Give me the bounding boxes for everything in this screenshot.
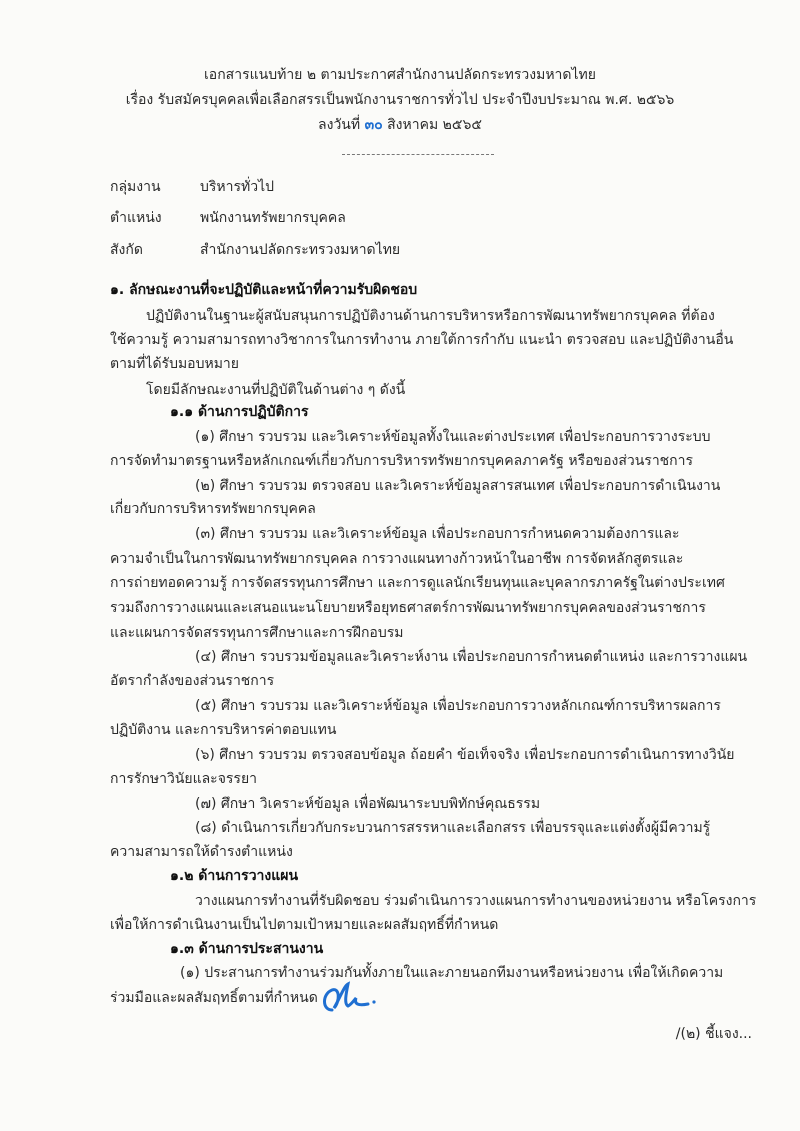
- field-label: สังกัด: [110, 242, 143, 258]
- body-line: ร่วมมือและผลสัมฤทธิ์ตามที่กำหนด: [110, 990, 318, 1006]
- body-line: (๗) ศึกษา วิเคราะห์ข้อมูล เพื่อพัฒนาระบบพิทักษ์คุณธรรม: [195, 796, 541, 812]
- body-line: (๑) ประสานการทำงานร่วมกันทั้งภายในและภายนอกทีมงานหรือหน่วยงาน เพื่อให้เกิดความ: [180, 965, 724, 981]
- field-value: บริหารทั่วไป: [200, 179, 275, 195]
- field-value: พนักงานทรัพยากรบุคคล: [200, 210, 346, 226]
- body-line: (๒) ศึกษา รวบรวม ตรวจสอบ และวิเคราะห์ข้อมูลสารสนเทศ เพื่อประกอบการดำเนินงาน: [195, 478, 721, 494]
- body-line: วางแผนการทำงานที่รับผิดชอบ ร่วมดำเนินการวางแผนการทำงานของหน่วยงาน หรือโครงการ: [195, 893, 757, 909]
- body-line: ตามที่ได้รับมอบหมาย: [110, 356, 239, 372]
- body-line: ปฏิบัติงานในฐานะผู้สนับสนุนการปฏิบัติงานด้านการบริหารหรือการพัฒนาทรัพยากรบุคคล ที่ต้อง: [146, 308, 715, 324]
- body-line: อัตรากำลังของส่วนราชการ: [110, 673, 275, 689]
- header-line-1: เอกสารแนบท้าย ๒ ตามประกาศสำนักงานปลัดกระทรวงมหาดไทย: [204, 67, 596, 83]
- body-line: ปฏิบัติงาน และการบริหารค่าตอบแทน: [110, 722, 337, 738]
- header-date: [0, 115, 800, 135]
- subsection-heading: ๑.๓ ด้านการประสานงาน: [170, 941, 324, 957]
- body-line: รวมถึงการวางแผนและเสนอแนะนโยบายหรือยุทธศาสตร์การพัฒนาทรัพยากรบุคคลของส่วนราชการ: [110, 600, 706, 616]
- body-line: (๔) ศึกษา รวบรวมข้อมูลและวิเคราะห์งาน เพื่อประกอบการกำหนดตำแหน่ง และการวางแผน: [195, 649, 748, 665]
- section-heading: ๑. ลักษณะงานที่จะปฏิบัติและหน้าที่ความรับผิดชอบ: [110, 282, 418, 298]
- field-value: สำนักงานปลัดกระทรวงมหาดไทย: [200, 242, 401, 258]
- body-line: ความจำเป็นในการพัฒนาทรัพยากรบุคคล การวางแผนทางก้าวหน้าในอาชีพ การจัดหลักสูตรและ: [110, 551, 684, 567]
- subsection-heading: ๑.๒ ด้านการวางแผน: [170, 868, 299, 884]
- date-day: ๓๐: [364, 117, 383, 133]
- body-line: (๓) ศึกษา รวบรวม และวิเคราะห์ข้อมูล เพื่อประกอบการกำหนดความต้องการและ: [195, 526, 680, 542]
- date-prefix: ลงวันที่: [318, 117, 361, 133]
- body-line: และแผนการจัดสรรทุนการศึกษาและการฝึกอบรม: [110, 625, 404, 641]
- body-line: (๘) ดำเนินการเกี่ยวกับกระบวนการสรรหาและเลือกสรร เพื่อบรรจุและแต่งตั้งผู้มีความรู้: [195, 820, 711, 836]
- body-line: (๖) ศึกษา รวบรวม ตรวจสอบข้อมูล ถ้อยคำ ข้อเท็จจริง เพื่อประกอบการดำเนินการทางวินัย: [195, 747, 735, 763]
- header-line-2: เรื่อง รับสมัครบุคคลเพื่อเลือกสรรเป็นพนักงานราชการทั่วไป ประจำปีงบประมาณ พ.ศ. ๒๕๖๖: [125, 92, 675, 108]
- subsection-heading: ๑.๑ ด้านการปฏิบัติการ: [170, 404, 309, 420]
- body-line: การรักษาวินัยและจรรยา: [110, 771, 258, 787]
- date-rest: สิงหาคม ๒๕๖๕: [387, 117, 482, 133]
- field-label: กลุ่มงาน: [110, 179, 161, 195]
- body-line: การถ่ายทอดความรู้ การจัดสรรทุนการศึกษา และการดูแลนักเรียนทุนและบุคลากรภาครัฐในต่างประเทศ: [110, 575, 725, 591]
- body-line: ใช้ความรู้ ความสามารถทางวิชาการในการทำงาน ภายใต้การกำกับ แนะนำ ตรวจสอบ และปฏิบัติงานอื่น: [110, 332, 734, 348]
- body-line: โดยมีลักษณะงานที่ปฏิบัติในด้านต่าง ๆ ดังนี้: [146, 382, 406, 398]
- body-line: ความสามารถให้ดำรงตำแหน่ง: [110, 844, 293, 860]
- body-line: (๑) ศึกษา รวบรวม และวิเคราะห์ข้อมูลทั้งในและต่างประเทศ เพื่อประกอบการวางระบบ: [195, 429, 711, 445]
- body-line: เกี่ยวกับการบริหารทรัพยากรบุคคล: [110, 501, 316, 517]
- separator: [342, 154, 494, 155]
- signature: [318, 980, 378, 1016]
- continuation-note: /(๒) ชี้แจง...: [675, 1026, 752, 1042]
- body-line: การจัดทำมาตรฐานหรือหลักเกณฑ์เกี่ยวกับการบริหารทรัพยากรบุคคลภาครัฐ หรือของส่วนราชการ: [110, 453, 694, 469]
- body-line: เพื่อให้การดำเนินงานเป็นไปตามเป้าหมายและผลสัมฤทธิ์ที่กำหนด: [110, 917, 499, 933]
- field-label: ตำแหน่ง: [110, 210, 162, 226]
- body-line: (๕) ศึกษา รวบรวม และวิเคราะห์ข้อมูล เพื่อประกอบการวางหลักเกณฑ์การบริหารผลการ: [195, 698, 721, 714]
